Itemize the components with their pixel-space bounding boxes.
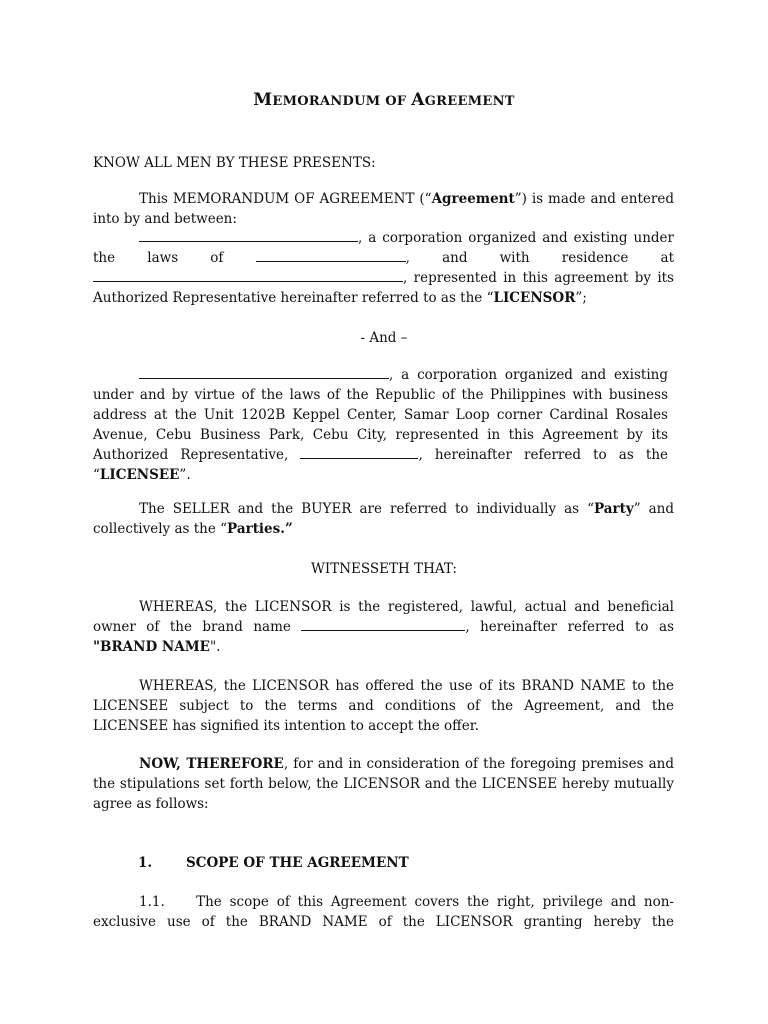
know-all-line: KNOW ALL MEN BY THESE PRESENTS: [93,155,376,171]
whereas-paragraph-2: WHEREAS, the LICENSOR has offered the use of its BRAND NAME to the LICENSEE subject to the terms and conditions of the Agreement, and the LICENSEE has signified its intention to accept the offer. [93,678,674,734]
witnesseth-heading: WITNESSETH THAT: [311,561,457,577]
parties-paragraph: The SELLER and the BUYER are referred to individually as “Party” and collectively as the “Parties.” [93,501,675,537]
licensor-name-blank[interactable] [139,229,358,242]
section-1-heading: 1. SCOPE OF THE AGREEMENT [138,855,409,871]
licensor-paragraph: , a corporation organized and existing under the laws of , and with residence at , represented in this agreement by its Authorized Representative hereinafter referred to as the “LICENSOR”; [93,230,674,306]
clause-1-1: 1.1. The scope of this Agreement covers the right, privilege and non-exclusive use of the BRAND NAME of the LICENSOR granting hereby the [93,894,674,930]
licensor-residence-blank[interactable] [93,269,403,282]
licensor-laws-blank[interactable] [256,249,406,262]
document-title: MEMORANDUM OF AGREEMENT [253,90,515,110]
licensee-paragraph: , a corporation organized and existing under and by virtue of the laws of the Republic of the Philippines with business address at the Unit 1202B Keppel Center, Samar Loop corner Cardinal Rosales Avenue, Cebu Business Park, Cebu City, represented in this Agreement by its Authorized Representative, , hereinafter referred to as the “LICENSEE”. [93,367,669,483]
intro-paragraph: This MEMORANDUM OF AGREEMENT (“Agreement”) is made and entered into by and between: [93,191,674,227]
now-therefore-paragraph: NOW, THEREFORE, for and in consideration of the foregoing premises and the stipulations set forth below, the LICENSOR and the LICENSEE hereby mutually agree as follows: [93,756,674,812]
licensee-representative-blank[interactable] [300,446,418,459]
whereas-paragraph-1: WHEREAS, the LICENSOR is the registered, lawful, actual and beneficial owner of the brand name , hereinafter referred to as "BRAND NAME". [93,599,674,655]
licensee-name-blank[interactable] [139,366,389,379]
brand-name-blank[interactable] [301,618,465,631]
and-separator: - And – [360,330,408,346]
